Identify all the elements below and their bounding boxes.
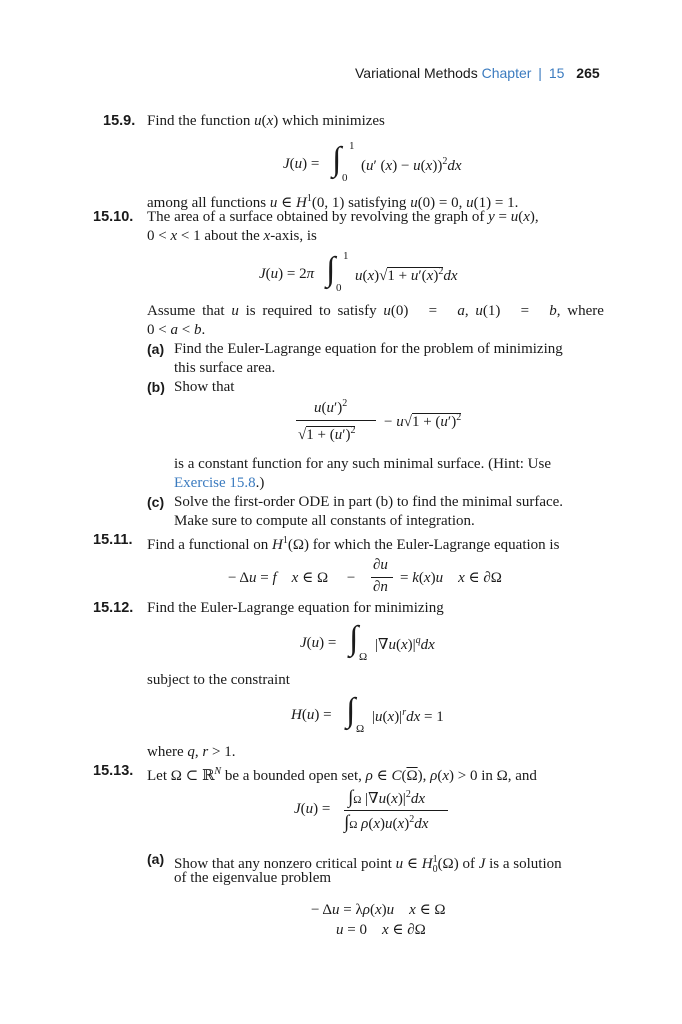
part-13a-line2: of the eigenvalue problem [174, 870, 332, 886]
exercise-15-11-text: Find a functional on $H^1(\Omega)$ for which the Euler-Lagrange equation is [147, 535, 560, 553]
part-13a-label: (a) [147, 851, 165, 867]
part-a-label: (a) [147, 341, 165, 357]
exercise-number-15-12: 15.12. [93, 600, 134, 616]
exercise-15-10-assume2: 0 < a < b. [147, 322, 206, 338]
part-b-text: Show that [174, 379, 235, 395]
eigen-equation-2: u = 0 x ∈ ∂Ω [336, 922, 426, 938]
exercise-15-12-subject: subject to the constraint [147, 672, 290, 688]
part-c-line1: Solve the first-order ODE in part (b) to find the minimal surface. [174, 494, 564, 510]
exercise-number-15-13: 15.13. [93, 763, 134, 779]
part-a-line2: this surface area. [174, 360, 276, 376]
header-separator: | [538, 65, 542, 81]
equation-15-10-b: $u(u')^2$ $√1 + (u')^2$ − $u√1 + (u')^2$ [298, 398, 462, 443]
exercise-15-12-where: where q, r > 1. [147, 744, 236, 760]
exercise-number-15-10: 15.10. [93, 209, 134, 225]
part-b-after2 [174, 474, 264, 493]
equation-15-13: J(u) = ∫Ω $|\nabla u(x)|^2dx$ ∫Ω $\rho(x)u(x)^2dx$ [294, 785, 464, 837]
exercise-link[interactable]: Exercise 15.8 [174, 475, 256, 491]
part-c-line2: Make sure to compute all constants of integration. [174, 513, 475, 529]
exercise-15-12-text: Find the Euler-Lagrange equation for minimizing [147, 600, 444, 616]
eigen-equation-1: − Δu = λρ(x)u x ∈ Ω [311, 902, 446, 918]
exercise-15-9-after: among all functions u ∈ $H^1(0$, 1) satisfying u(0) = 0, u(1) = 1. [147, 193, 519, 211]
part-c-label: (c) [147, 494, 165, 510]
exercise-number-15-11: 15.11. [93, 532, 133, 548]
exercise-15-10-line1: The area of a surface obtained by revolving the graph of y = u(x), [147, 209, 539, 225]
part-b-after1: is a constant function for any such minimal surface. (Hint: Use [174, 456, 551, 472]
exercise-15-10-line2: 0 < x < 1 about the x-axis, is [147, 228, 317, 244]
part-13a-line1: Show that any nonzero critical point u ∈ $H_0^1(\Omega)$ of J is a solution [174, 854, 562, 875]
part-b-label: (b) [147, 379, 165, 395]
exercise-number-15-9: 15.9. [103, 113, 136, 129]
running-header [355, 65, 600, 81]
exercise-15-10-assume1: Assume that u is required to satisfy u(0) = a, u(1) = b, where [147, 303, 604, 319]
part-b-after2-tail: .) [255, 475, 265, 491]
header-page-number: 265 [576, 65, 600, 81]
part-a-line1: Find the Euler-Lagrange equation for the problem of minimizing [174, 341, 563, 357]
equation-15-11: − Δu = f x ∈ Ω − ∂u ∂n = k(x)u x ∈ ∂Ω [228, 557, 502, 595]
exercise-15-9-text: Find the function u(x) which minimizes [147, 113, 385, 129]
header-chapter-number: 15 [548, 65, 565, 81]
exercise-15-13-text: Let Ω ⊂ ℝ$^N$ be a bounded open set, ρ ∈ $C(\overline{\Omega})$, ρ(x) > 0 in Ω, and [147, 766, 537, 784]
header-title: Variational Methods [355, 65, 478, 81]
header-chapter-word: Chapter [481, 65, 532, 81]
